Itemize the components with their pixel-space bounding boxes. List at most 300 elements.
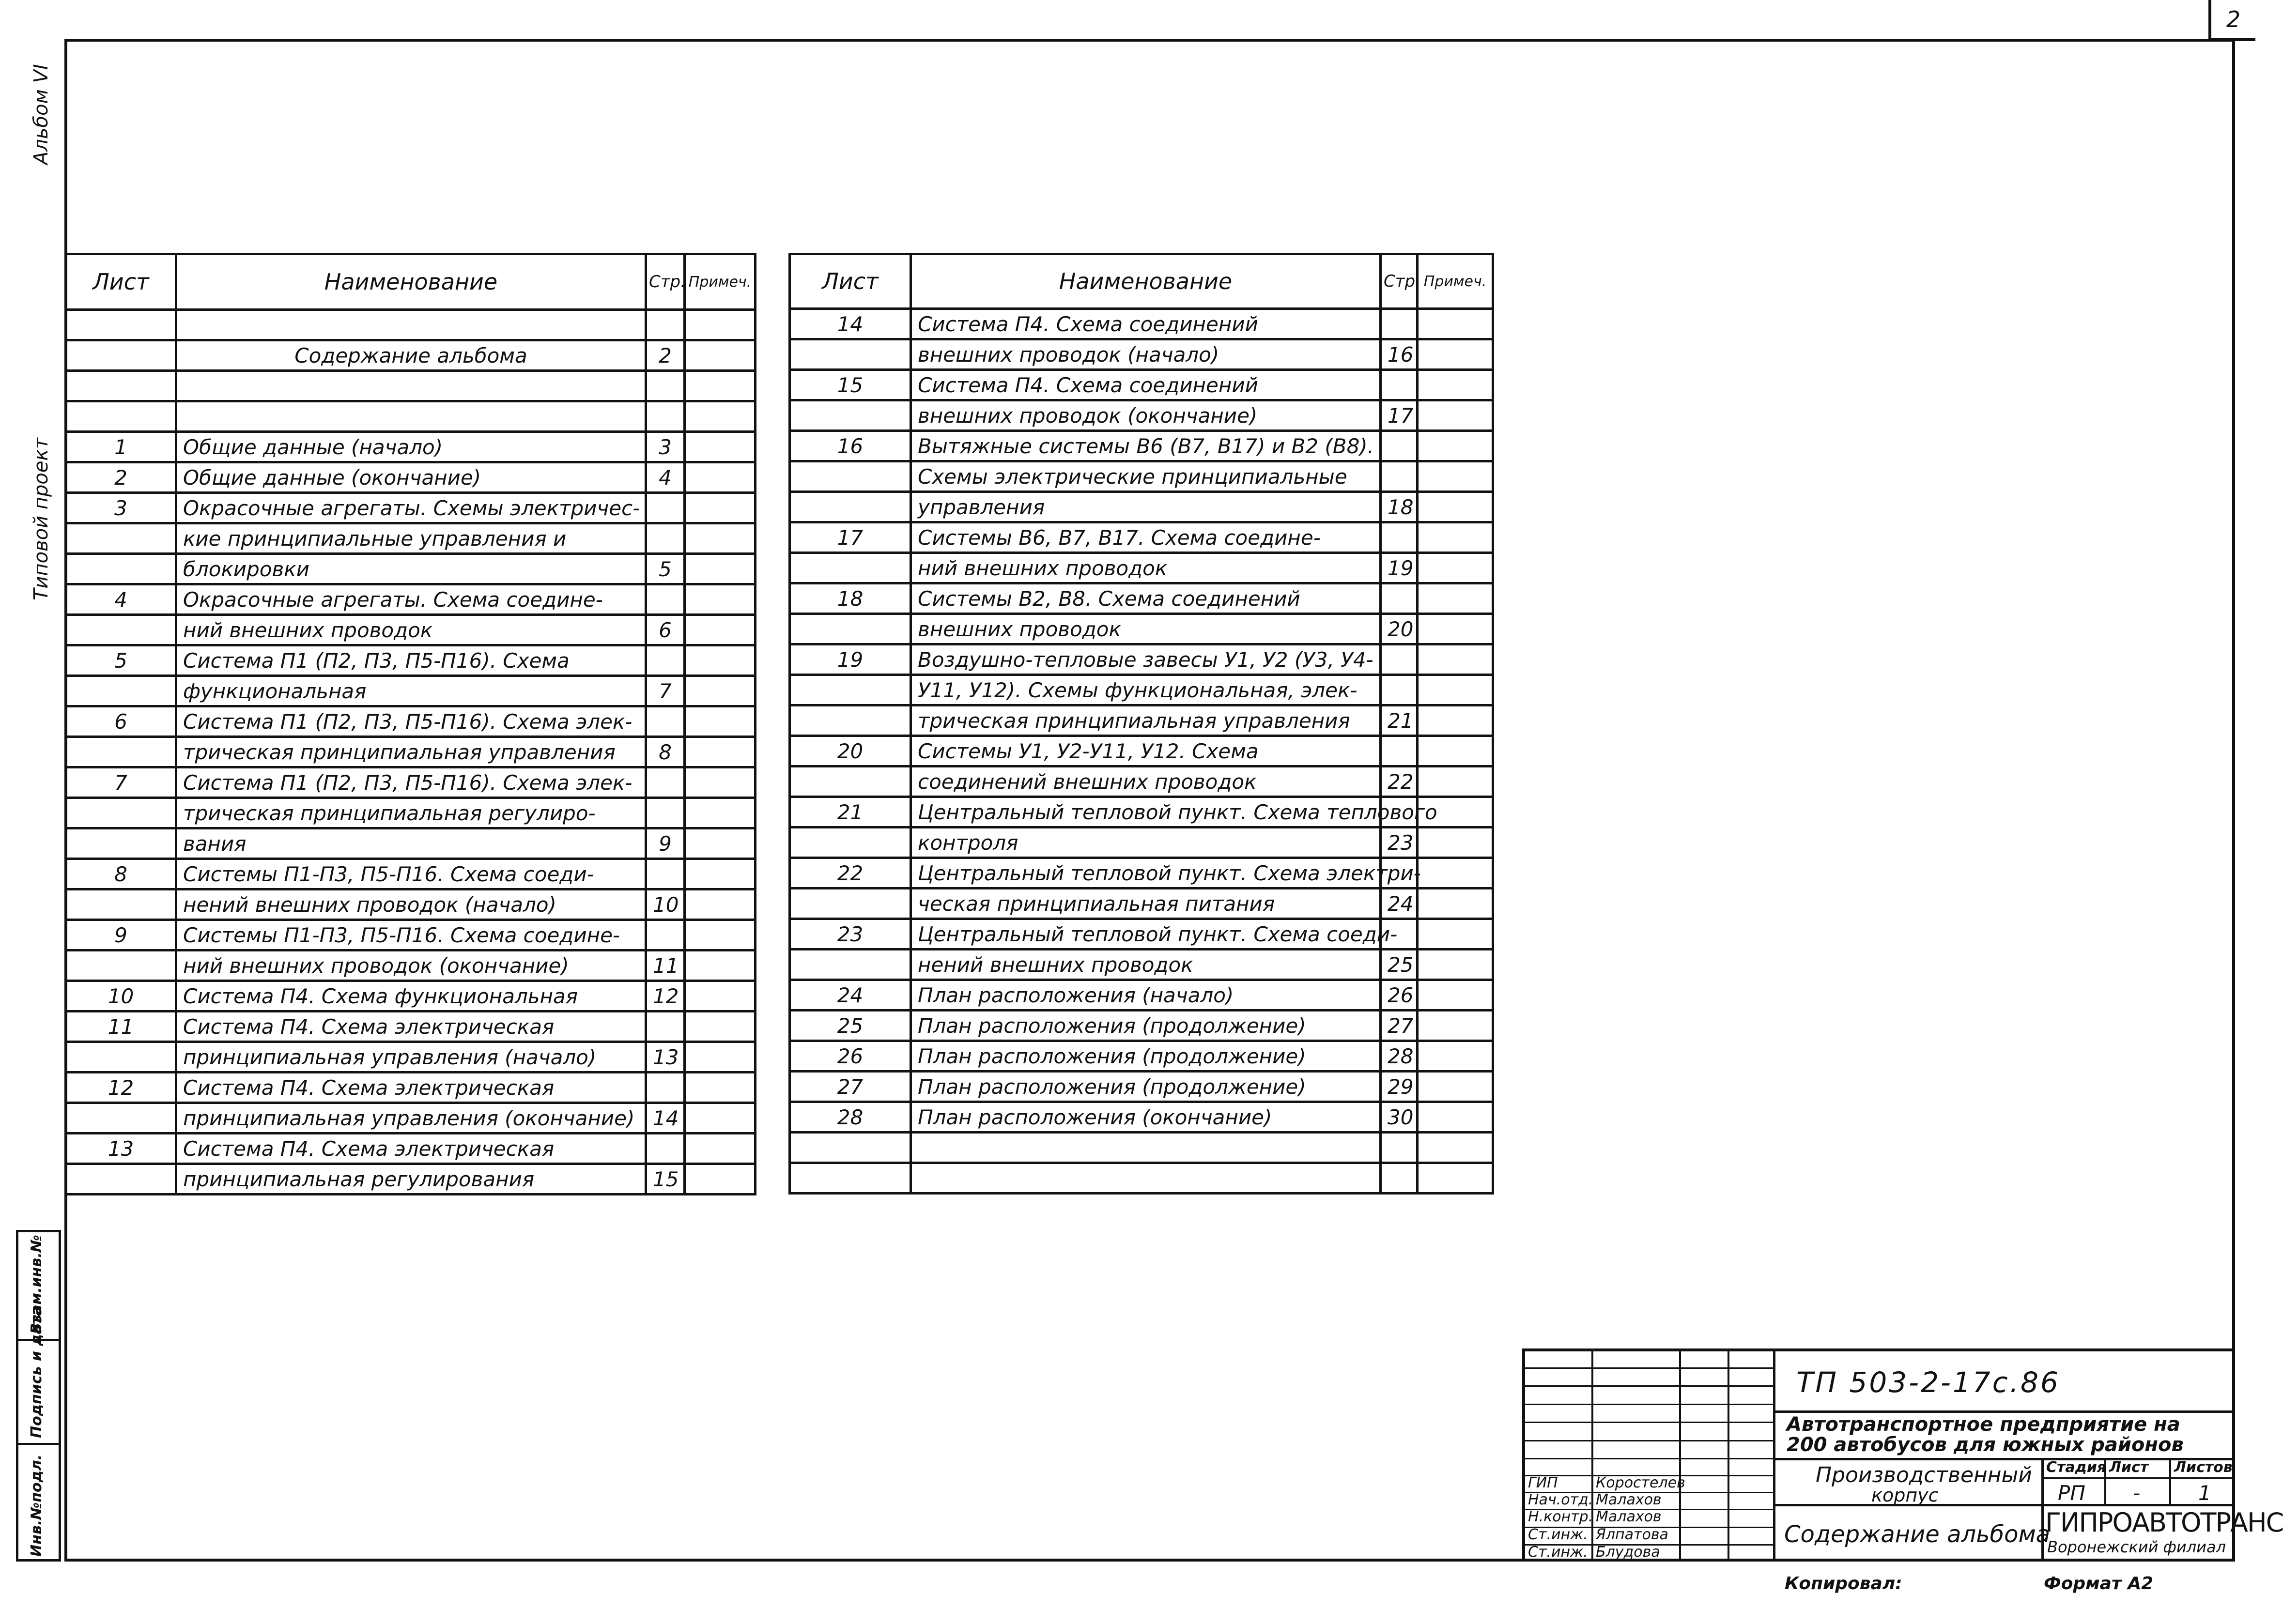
item-name-cell: План расположения (продолжение) <box>911 1011 1381 1041</box>
item-name-cell: Система П1 (П2, П3, П5-П16). Схема элек- <box>176 767 646 798</box>
page-number-cell: 23 <box>1381 827 1418 858</box>
item-name-cell: управления <box>911 492 1381 522</box>
table-row <box>66 645 756 676</box>
sheet-number-cell <box>790 614 911 644</box>
note-cell <box>685 310 756 340</box>
item-name-cell: План расположения (продолжение) <box>911 1072 1381 1102</box>
item-name-cell: Система П4. Схема соединений <box>911 309 1381 339</box>
note-cell <box>1418 1133 1493 1163</box>
page-number-cell <box>646 920 685 950</box>
page-number-cell: 20 <box>1381 614 1418 644</box>
note-cell <box>685 584 756 615</box>
item-name-cell: трическая принципиальная регулиро- <box>176 798 646 828</box>
item-name-cell: ческая принципиальная питания <box>911 889 1381 919</box>
item-name-cell: Системы П1-П3, П5-П16. Схема соеди- <box>176 859 646 889</box>
sheet-number-cell: 22 <box>790 858 911 889</box>
table-row <box>66 1042 756 1072</box>
page-number-cell <box>646 645 685 676</box>
header-page: Стр. <box>646 254 685 310</box>
sheets-value: 1 <box>2198 1481 2211 1505</box>
project-label: Типовой проект <box>30 438 52 600</box>
signer-name: Малахов <box>1596 1491 1662 1508</box>
page-number-cell: 17 <box>1381 400 1418 431</box>
note-cell <box>1418 950 1493 980</box>
note-cell <box>685 340 756 371</box>
item-name-cell: Система П1 (П2, П3, П5-П16). Схема <box>176 645 646 676</box>
note-cell <box>1418 461 1493 492</box>
table-row <box>790 889 1493 919</box>
table-header-row <box>790 254 1493 309</box>
item-name-cell: У11, У12). Схемы функциональная, элек- <box>911 675 1381 705</box>
item-name-cell: Вытяжные системы В6 (В7, В17) и В2 (В8). <box>911 431 1381 461</box>
note-cell <box>1418 370 1493 400</box>
sheet-number-cell: 16 <box>790 431 911 461</box>
note-cell <box>685 432 756 462</box>
note-cell <box>685 523 756 554</box>
page-number-cell: 16 <box>1381 339 1418 370</box>
sheet-number-cell: 13 <box>66 1134 176 1164</box>
page-number-cell <box>646 706 685 737</box>
sheet-number-cell <box>66 798 176 828</box>
object-line-2: 200 автобусов для южных районов <box>1787 1434 2184 1456</box>
strip-label-bottom: Инв.№подл. <box>28 1454 45 1557</box>
page-number-cell: 22 <box>1381 766 1418 797</box>
sheet-number-cell <box>66 828 176 859</box>
note-cell <box>685 676 756 706</box>
table-row <box>790 339 1493 370</box>
page-number-cell: 27 <box>1381 1011 1418 1041</box>
page-number-cell <box>1381 736 1418 766</box>
item-name-cell: Системы В6, В7, В17. Схема соедине- <box>911 522 1381 553</box>
item-name-cell: внешних проводок (начало) <box>911 339 1381 370</box>
table-row <box>790 736 1493 766</box>
table-row <box>790 919 1493 950</box>
sheet-number-cell: 26 <box>790 1041 911 1072</box>
item-name-cell: Центральный тепловой пункт. Схема электри- <box>911 858 1381 889</box>
item-name-cell: План расположения (начало) <box>911 980 1381 1011</box>
sheet-number-cell <box>790 950 911 980</box>
page-number-cell <box>646 401 685 432</box>
sheet-number-cell: 8 <box>66 859 176 889</box>
table-row <box>66 401 756 432</box>
item-name-cell: кие принципиальные управления и <box>176 523 646 554</box>
sheet-number-cell: 9 <box>66 920 176 950</box>
sheet-title: Содержание альбома <box>1784 1521 2051 1548</box>
page-number-cell <box>1381 431 1418 461</box>
page-number-cell: 3 <box>646 432 685 462</box>
album-label: Альбом VI <box>30 64 52 165</box>
note-cell <box>1418 583 1493 614</box>
page-number-cell: 14 <box>646 1103 685 1134</box>
header-note: Примеч. <box>1418 254 1493 309</box>
note-cell <box>1418 736 1493 766</box>
table-row <box>66 706 756 737</box>
table-row <box>66 371 756 401</box>
sheet-label: Лист <box>2109 1459 2149 1476</box>
sheet-number-cell: 1 <box>66 432 176 462</box>
sheet-number-cell <box>66 1164 176 1195</box>
note-cell <box>1418 889 1493 919</box>
note-cell <box>685 706 756 737</box>
page-number-cell: 25 <box>1381 950 1418 980</box>
item-name-cell: принципиальная управления (окончание) <box>176 1103 646 1134</box>
table-row <box>66 798 756 828</box>
table-row <box>790 614 1493 644</box>
page-number-cell <box>646 859 685 889</box>
item-name-cell: вания <box>176 828 646 859</box>
note-cell <box>685 462 756 493</box>
sheet-number-cell: 27 <box>790 1072 911 1102</box>
sheet-value: - <box>2133 1481 2141 1505</box>
page-number-cell: 11 <box>646 950 685 981</box>
sheet-number-cell: 15 <box>790 370 911 400</box>
page-number-cell <box>1381 675 1418 705</box>
sheet-number-cell: 21 <box>790 797 911 827</box>
item-name-cell: Системы П1-П3, П5-П16. Схема соедине- <box>176 920 646 950</box>
note-cell <box>685 950 756 981</box>
object-line-1: Автотранспортное предприятие на <box>1787 1413 2180 1436</box>
strip-label-mid: Подпись и дата <box>28 1306 45 1438</box>
sheet-number-cell <box>790 492 911 522</box>
stage-label: Стадия <box>2046 1459 2107 1476</box>
organization-name: ГИПРОАВТОТРАНС <box>2045 1507 2283 1538</box>
page-number-cell: 7 <box>646 676 685 706</box>
sheet-number-cell: 24 <box>790 980 911 1011</box>
page-number-cell: 21 <box>1381 705 1418 736</box>
page-number-cell <box>1381 583 1418 614</box>
note-cell <box>685 1042 756 1072</box>
item-name-cell: Окрасочные агрегаты. Схемы электричес- <box>176 493 646 523</box>
page-number-cell: 12 <box>646 981 685 1011</box>
page-number-cell: 26 <box>1381 980 1418 1011</box>
item-name-cell: внешних проводок <box>911 614 1381 644</box>
header-name: Наименование <box>911 254 1381 309</box>
table-row <box>790 522 1493 553</box>
strip-label-top: Взам.инв.№ <box>28 1235 45 1334</box>
drawing-code: ТП 503-2-17с.86 <box>1796 1366 2060 1399</box>
table-row <box>66 340 756 371</box>
table-row <box>790 553 1493 583</box>
item-name-cell: функциональная <box>176 676 646 706</box>
item-name-cell: трическая принципиальная управления <box>176 737 646 767</box>
table-row <box>66 584 756 615</box>
note-cell <box>685 1134 756 1164</box>
page-number-cell <box>646 310 685 340</box>
signer-name: Малахов <box>1596 1508 1662 1525</box>
page-number-cell <box>1381 309 1418 339</box>
sheet-number-cell <box>790 400 911 431</box>
sheet-number-cell: 3 <box>66 493 176 523</box>
page-number-cell <box>1381 522 1418 553</box>
table-row <box>66 737 756 767</box>
strip-divider <box>18 1443 59 1445</box>
table-row <box>790 492 1493 522</box>
item-name-cell: Система П1 (П2, П3, П5-П16). Схема элек- <box>176 706 646 737</box>
item-name-cell: Системы У1, У2-У11, У12. Схема <box>911 736 1381 766</box>
page-number-cell <box>1381 1133 1418 1163</box>
note-cell <box>685 1011 756 1042</box>
page-number-cell: 13 <box>646 1042 685 1072</box>
note-cell <box>685 767 756 798</box>
sheet-number-cell <box>66 371 176 401</box>
sheet-number-cell: 2 <box>66 462 176 493</box>
item-name-cell: Общие данные (окончание) <box>176 462 646 493</box>
item-name-cell <box>911 1133 1381 1163</box>
page-number-cell <box>646 493 685 523</box>
item-name-cell: Система П4. Схема электрическая <box>176 1134 646 1164</box>
sheets-label: Листов <box>2174 1459 2233 1476</box>
table-row <box>66 920 756 950</box>
item-name-cell: Система П4. Схема электрическая <box>176 1072 646 1103</box>
signer-name: Блудова <box>1596 1544 1660 1561</box>
note-cell <box>1418 400 1493 431</box>
table-row <box>790 370 1493 400</box>
item-name-cell: контроля <box>911 827 1381 858</box>
sheet-number-cell: 10 <box>66 981 176 1011</box>
sheet-number-cell <box>790 553 911 583</box>
table-row <box>66 1103 756 1134</box>
sheet-number-cell: 18 <box>790 583 911 614</box>
note-cell <box>1418 644 1493 675</box>
sheet-number-cell <box>66 1103 176 1134</box>
table-row <box>66 981 756 1011</box>
note-cell <box>685 371 756 401</box>
item-name-cell: Воздушно-тепловые завесы У1, У2 (У3, У4- <box>911 644 1381 675</box>
sheet-number-cell <box>790 889 911 919</box>
sheet-number-cell: 25 <box>790 1011 911 1041</box>
contents-table-right <box>788 253 1494 1195</box>
item-name-cell: Содержание альбома <box>176 340 646 371</box>
table-row <box>66 1134 756 1164</box>
note-cell <box>685 889 756 920</box>
table-row <box>66 554 756 584</box>
note-cell <box>1418 553 1493 583</box>
sheet-number-cell <box>790 705 911 736</box>
table-row <box>790 1102 1493 1133</box>
table-row <box>66 1072 756 1103</box>
page-number-cell: 19 <box>1381 553 1418 583</box>
note-cell <box>685 737 756 767</box>
organization-branch: Воронежский филиал <box>2047 1538 2226 1556</box>
page-number-cell: 8 <box>646 737 685 767</box>
page-number-cell <box>646 371 685 401</box>
page-number-cell: 10 <box>646 889 685 920</box>
sheet-number-cell <box>66 889 176 920</box>
page-number-cell: 28 <box>1381 1041 1418 1072</box>
sheet-number-cell <box>66 1042 176 1072</box>
table-row <box>790 766 1493 797</box>
note-cell <box>685 493 756 523</box>
table-row <box>790 309 1493 339</box>
table-row <box>790 1041 1493 1072</box>
table-row <box>790 980 1493 1011</box>
page-number-cell: 2 <box>646 340 685 371</box>
note-cell <box>1418 766 1493 797</box>
note-cell <box>685 828 756 859</box>
table-row <box>790 950 1493 980</box>
note-cell <box>685 645 756 676</box>
table-row <box>66 828 756 859</box>
header-sheet: Лист <box>790 254 911 309</box>
table-row <box>790 461 1493 492</box>
note-cell <box>1418 1041 1493 1072</box>
title-block <box>1522 1348 2283 1562</box>
sheet-number-cell: 17 <box>790 522 911 553</box>
sheet-number-cell <box>790 675 911 705</box>
item-name-cell <box>176 401 646 432</box>
item-name-cell: План расположения (окончание) <box>911 1102 1381 1133</box>
sheet-number-cell <box>66 737 176 767</box>
item-name-cell: План расположения (продолжение) <box>911 1041 1381 1072</box>
page-number-cell <box>1381 1163 1418 1194</box>
page-number-cell: 30 <box>1381 1102 1418 1133</box>
note-cell <box>685 554 756 584</box>
sheet-number-cell: 23 <box>790 919 911 950</box>
page-number-cell <box>646 1134 685 1164</box>
table-row <box>66 950 756 981</box>
table-row <box>790 858 1493 889</box>
note-cell <box>1418 309 1493 339</box>
note-cell <box>1418 675 1493 705</box>
page-number-cell <box>646 1011 685 1042</box>
sheet-number-cell <box>66 676 176 706</box>
table-row <box>66 432 756 462</box>
signer-role: Ст.инж. <box>1528 1544 1588 1561</box>
note-cell <box>1418 1102 1493 1133</box>
sheet-number-cell <box>66 615 176 645</box>
sheet-number-cell <box>66 950 176 981</box>
item-name-cell: принципиальная регулирования <box>176 1164 646 1195</box>
page-number-cell: 6 <box>646 615 685 645</box>
table-row <box>66 676 756 706</box>
table-row <box>790 1163 1493 1194</box>
page-number-cell <box>646 798 685 828</box>
table-row <box>66 1164 756 1195</box>
sheet-number-cell: 12 <box>66 1072 176 1103</box>
item-name-cell: ний внешних проводок <box>911 553 1381 583</box>
page-number-cell <box>646 1072 685 1103</box>
table-row <box>66 767 756 798</box>
note-cell <box>685 859 756 889</box>
item-name-cell: нений внешних проводок <box>911 950 1381 980</box>
note-cell <box>685 798 756 828</box>
table-row <box>790 644 1493 675</box>
item-name-cell: Центральный тепловой пункт. Схема теплового <box>911 797 1381 827</box>
sheet-number-cell: 6 <box>66 706 176 737</box>
item-name-cell: соединений внешних проводок <box>911 766 1381 797</box>
item-name-cell: Общие данные (начало) <box>176 432 646 462</box>
sheet-number-cell: 20 <box>790 736 911 766</box>
sheet-number-cell <box>790 1163 911 1194</box>
item-name-cell <box>176 371 646 401</box>
signer-name: Коростелев <box>1596 1474 1685 1491</box>
table-row <box>790 400 1493 431</box>
page-number-cell <box>646 523 685 554</box>
note-cell <box>1418 827 1493 858</box>
item-name-cell: Система П4. Схема функциональная <box>176 981 646 1011</box>
signer-role: Н.контр. <box>1528 1508 1593 1525</box>
sheet-number-cell <box>66 401 176 432</box>
table-row <box>790 675 1493 705</box>
page-number-cell: 24 <box>1381 889 1418 919</box>
signer-role: Ст.инж. <box>1528 1526 1588 1543</box>
sheet-number-cell: 19 <box>790 644 911 675</box>
item-name-cell: блокировки <box>176 554 646 584</box>
note-cell <box>685 1164 756 1195</box>
sheet-number-cell: 28 <box>790 1102 911 1133</box>
sheet-number-cell <box>66 523 176 554</box>
sheet-number-cell: 5 <box>66 645 176 676</box>
item-name-cell: нений внешних проводок (начало) <box>176 889 646 920</box>
item-name-cell: трическая принципиальная управления <box>911 705 1381 736</box>
page-number-cell <box>646 584 685 615</box>
table-row <box>66 1011 756 1042</box>
sheet-number-cell <box>790 461 911 492</box>
item-name-cell: ний внешних проводок <box>176 615 646 645</box>
signer-role: ГИП <box>1528 1474 1558 1491</box>
format-label: Формат А2 <box>2044 1574 2154 1593</box>
table-row <box>66 493 756 523</box>
note-cell <box>685 401 756 432</box>
table-row <box>66 310 756 340</box>
stage-value: РП <box>2058 1481 2085 1505</box>
table-row <box>790 1133 1493 1163</box>
signer-name: Ялпатова <box>1596 1526 1668 1543</box>
table-row <box>790 1011 1493 1041</box>
sheet-number-cell <box>790 827 911 858</box>
table-row <box>790 797 1493 827</box>
header-name: Наименование <box>176 254 646 310</box>
table-row <box>66 859 756 889</box>
item-name-cell <box>911 1163 1381 1194</box>
contents-table-left <box>64 253 756 1195</box>
table-row <box>66 615 756 645</box>
note-cell <box>1418 492 1493 522</box>
item-name-cell: принципиальная управления (начало) <box>176 1042 646 1072</box>
item-name-cell <box>176 310 646 340</box>
sheet-number-cell <box>790 339 911 370</box>
note-cell <box>1418 1072 1493 1102</box>
item-name-cell: Центральный тепловой пункт. Схема соеди- <box>911 919 1381 950</box>
note-cell <box>1418 980 1493 1011</box>
note-cell <box>1418 339 1493 370</box>
note-cell <box>1418 522 1493 553</box>
building-line-1: Производственный <box>1816 1463 2032 1487</box>
page-number-cell: 18 <box>1381 492 1418 522</box>
table-row <box>790 1072 1493 1102</box>
note-cell <box>1418 1163 1493 1194</box>
table-row <box>790 431 1493 461</box>
item-name-cell: Системы В2, В8. Схема соединений <box>911 583 1381 614</box>
note-cell <box>685 981 756 1011</box>
sheet-number-cell: 14 <box>790 309 911 339</box>
note-cell <box>1418 919 1493 950</box>
page-number-cell <box>1381 461 1418 492</box>
page-number-cell: 29 <box>1381 1072 1418 1102</box>
table-row <box>790 705 1493 736</box>
sheet-number-cell <box>66 340 176 371</box>
table-row <box>790 827 1493 858</box>
copied-label: Копировал: <box>1785 1574 1902 1593</box>
sheet-number: 2 <box>2226 6 2241 32</box>
note-cell <box>1418 1011 1493 1041</box>
sheet-number-cell <box>66 554 176 584</box>
table-row <box>66 523 756 554</box>
approval-strip <box>16 1230 61 1562</box>
note-cell <box>685 615 756 645</box>
page-number-cell <box>646 767 685 798</box>
page-number-cell <box>1381 370 1418 400</box>
